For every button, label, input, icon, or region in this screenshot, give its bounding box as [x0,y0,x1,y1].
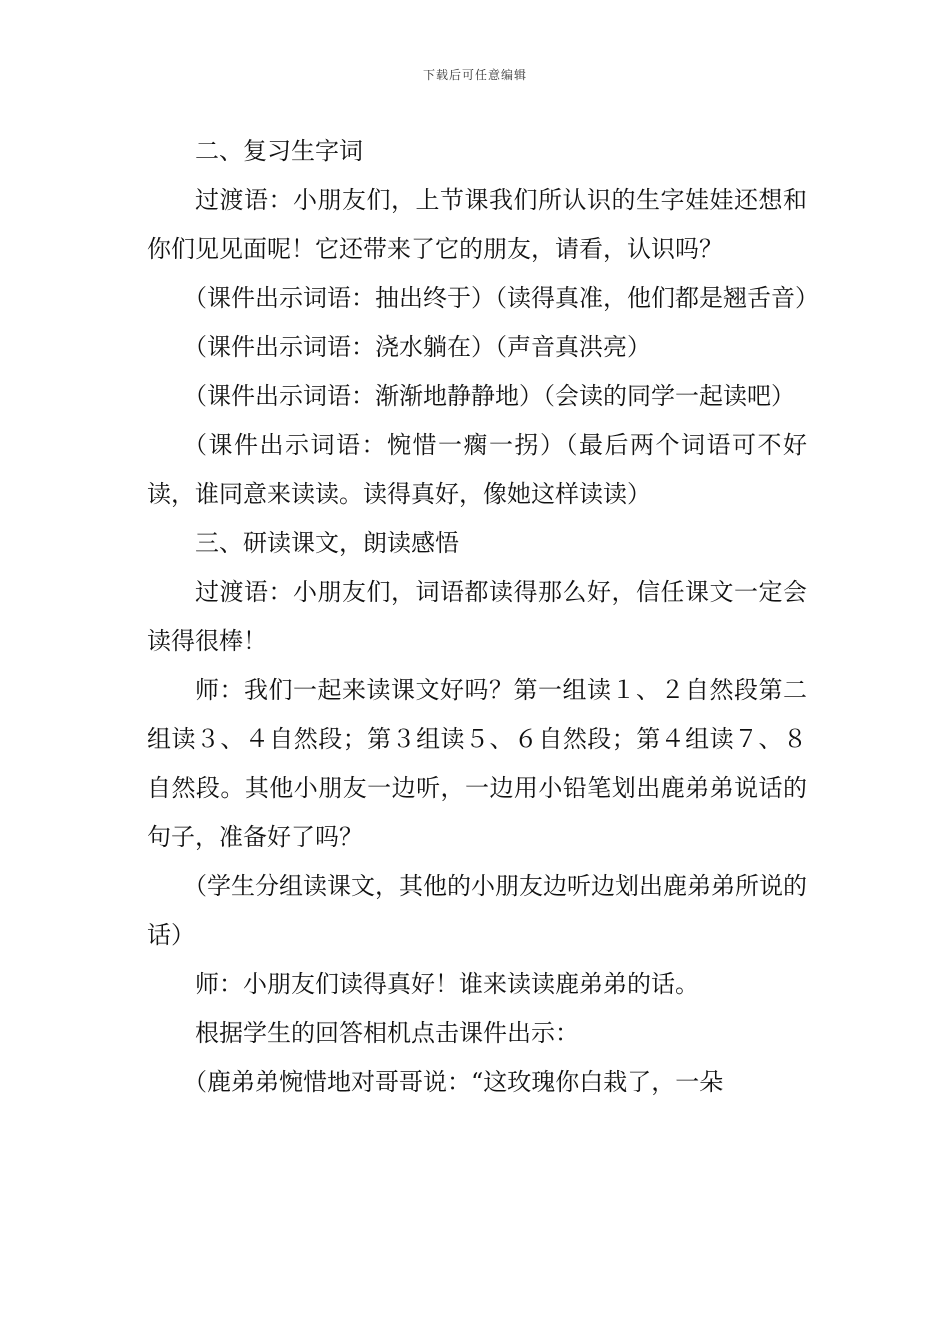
paragraph: 师：小朋友们读得真好！谁来读读鹿弟弟的话。 [195,970,699,998]
document-body [147,127,819,1107]
heading-review-words: 二、复习生字词 [195,137,363,165]
paragraph: 根据学生的回答相机点击课件出示： [195,1019,579,1047]
paragraph: 过渡语：小朋友们，词语都读得那么好，信任课文一定会读得很棒！ [147,578,807,655]
paragraph: （课件出示词语：渐渐地静静地）（会读的同学一起读吧） [183,382,795,410]
paragraph: 过渡语：小朋友们，上节课我们所认识的生字娃娃还想和你们见见面呢！它还带来了它的朋友，请看，认识吗？ [147,186,807,263]
paragraph: （课件出示词语：惋惜一瘸一拐）（最后两个词语可不好读，谁同意来读读。读得真好，像她这样读读） [147,431,807,508]
heading-study-text: 三、研读课文，朗读感悟 [195,529,459,557]
paragraph: （学生分组读课文，其他的小朋友边听边划出鹿弟弟所说的话） [147,872,807,949]
paragraph: （课件出示词语：抽出终于）（读得真准，他们都是翘舌音） [183,284,819,312]
paragraph: 师：我们一起来读课文好吗？第一组读１、２自然段第二组读３、４自然段；第３组读５、６自然段；第４组读７、８自然段。其他小朋友一边听，一边用小铅笔划出鹿弟弟说话的句子，准备好了吗？ [147,676,807,851]
paragraph: （鹿弟弟惋惜地对哥哥说：“这玫瑰你白栽了，一朵 [183,1068,724,1096]
paragraph: （课件出示词语：浇水躺在）（声音真洪亮） [183,333,651,361]
page-header: 下载后可任意编辑 [422,68,527,82]
